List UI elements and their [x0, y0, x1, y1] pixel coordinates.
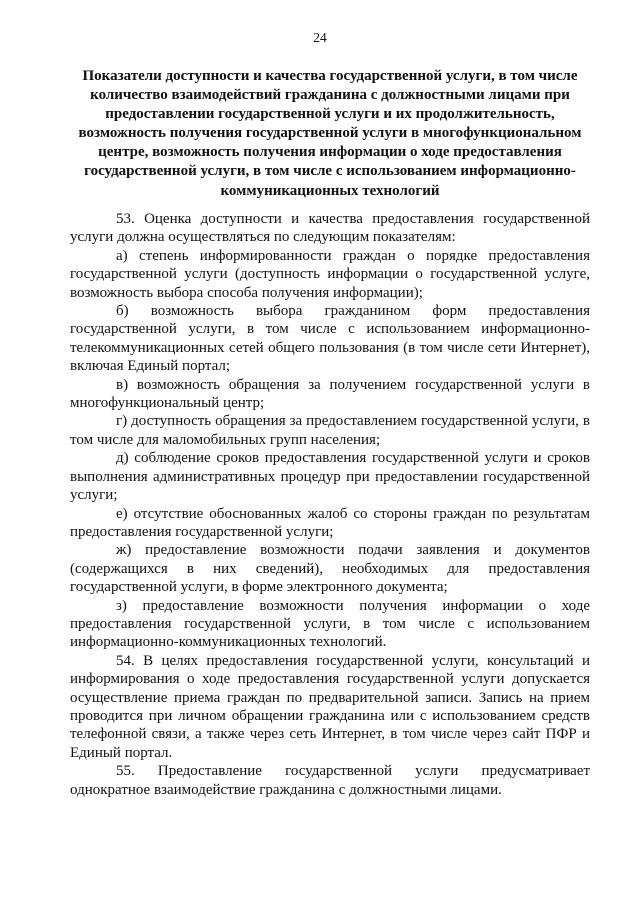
paragraph-53-v: в) возможность обращения за получением государственной услуги в многофункциональный центр; [70, 376, 590, 412]
paragraph-53-b: б) возможность выбора гражданином форм предоставления государственной услуги, в том числе с использованием информационно-телекоммуникационных сетей общего пользования (в том числе сети Интернет), включая Единый портал; [70, 303, 590, 375]
section-heading: Показатели доступности и качества государственной услуги, в том числе количество взаимодействий гражданина с должностными лицами при предоставлении государственной услуги и их продолжительность, возможность получения государственной услуги в многофункциональном центре, возможность получения информации о ходе предоставления государственной услуги, в том числе с использованием информационно-коммуникационных технологий [78, 68, 582, 199]
paragraph-54: 54. В целях предоставления государственной услуги, консультаций и информирования о ходе предоставления государственной услуги допускается осуществление приема граждан по предварительной записи. Запись на прием проводится при личном обращении гражданина или с использованием средств телефонной связи, а также через сеть Интернет, в том числе через сайт ПФР и Единый портал. [70, 652, 590, 761]
paragraph-53-z: з) предоставление возможности получения информации о ходе предоставления государственной услуги, в том числе с использованием информационно-коммуникационных технологий. [70, 597, 590, 651]
document-body [70, 210, 590, 799]
paragraph-53-d: д) соблюдение сроков предоставления государственной услуги и сроков выполнения административных процедур при предоставлении государственной услуги; [70, 450, 590, 504]
paragraph-55: 55. Предоставление государственной услуги предусматривает однократное взаимодействие гражданина с должностными лицами. [70, 763, 590, 798]
paragraph-53: 53. Оценка доступности и качества предоставления государственной услуги должна осуществляться по следующим показателям: [70, 211, 590, 246]
paragraph-53-g: г) доступность обращения за предоставлением государственной услуги, в том числе для маломобильных групп населения; [70, 413, 590, 448]
paragraph-53-e: е) отсутствие обоснованных жалоб со стороны граждан по результатам предоставления государственной услуги; [70, 505, 590, 540]
paragraph-53-zh: ж) предоставление возможности подачи заявления и документов (содержащихся в них сведений), необходимых для предоставления государственной услуги, в форме электронного документа; [70, 542, 590, 596]
paragraph-53-a: а) степень информированности граждан о порядке предоставления государственной услуги (доступность информации о государственной услуге, возможность выбора способа получения информации); [70, 247, 590, 301]
page-number: 24 [313, 30, 327, 45]
